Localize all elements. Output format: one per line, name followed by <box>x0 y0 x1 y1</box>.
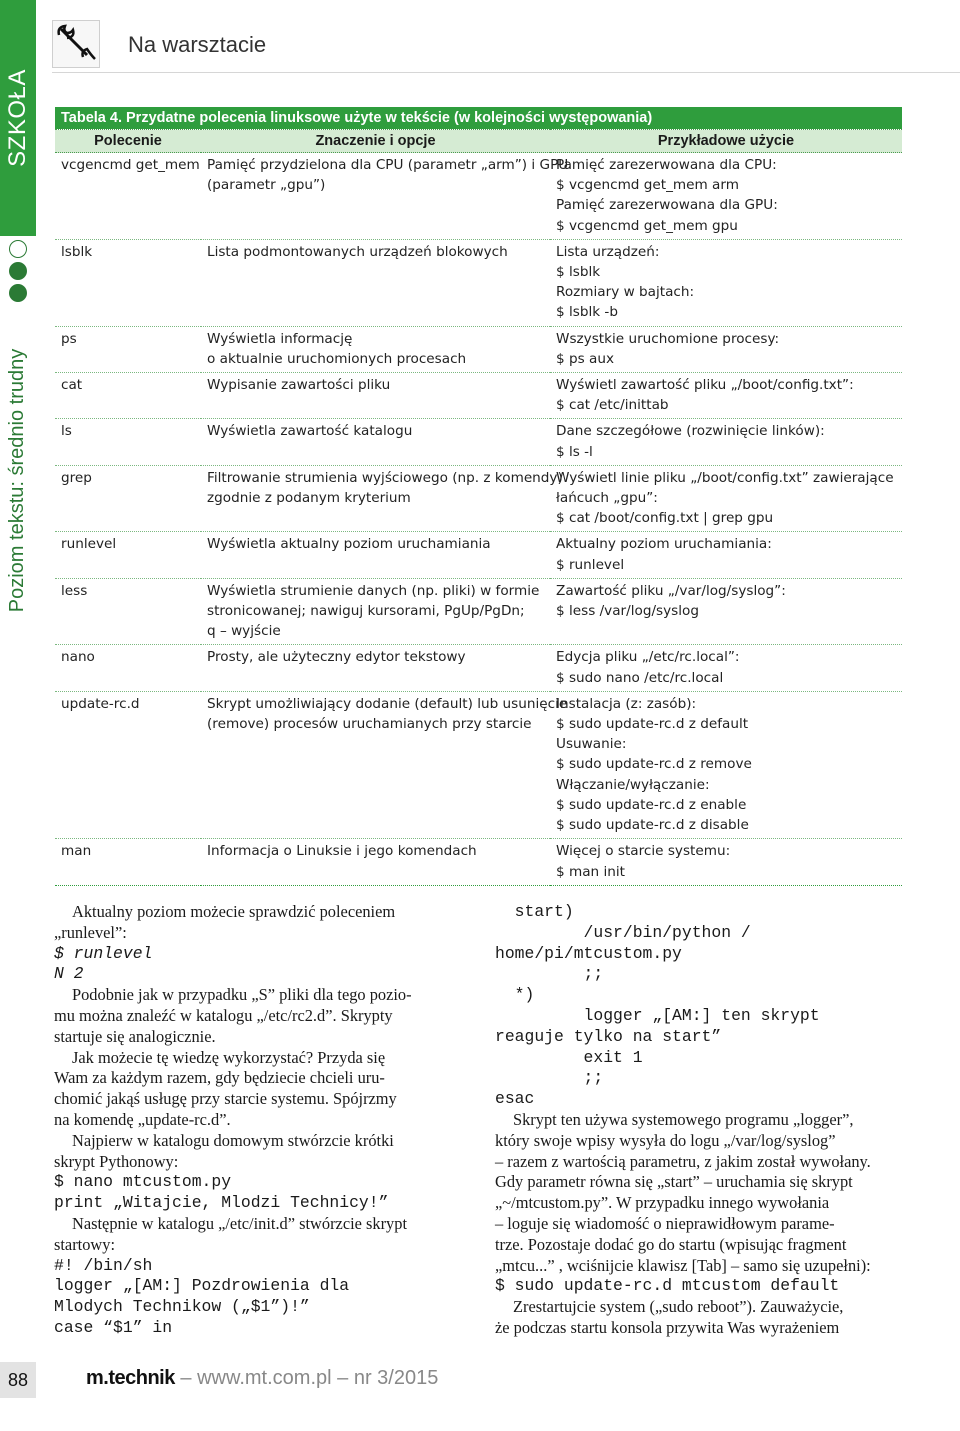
example-line: $ ls -l <box>556 443 593 460</box>
command-name: ps <box>61 330 77 347</box>
description-line: o aktualnie uruchomionych procesach <box>207 350 467 367</box>
example-line: Pamięć zarezerwowana dla GPU: <box>556 197 778 214</box>
description-cell <box>201 465 563 532</box>
column-header: Znaczenie i opcje <box>201 130 550 153</box>
footer-dash: – <box>174 1367 198 1389</box>
difficulty-label: Poziom tekstu: średnio trudny <box>6 348 29 612</box>
example-cell <box>550 419 902 465</box>
difficulty-indicator <box>6 240 30 320</box>
command-name: cat <box>61 377 83 394</box>
code-line: start) <box>495 902 574 921</box>
description-cell <box>201 645 550 691</box>
example-cell <box>550 645 902 691</box>
command-name: vcgencmd get_mem <box>61 157 200 173</box>
command-name: grep <box>61 469 92 486</box>
description-line: Lista podmontowanych urządzeń blokowych <box>207 243 508 260</box>
description-cell <box>201 532 550 578</box>
table-row <box>55 578 902 645</box>
example-cell <box>550 153 902 240</box>
example-line: Rozmiary w bajtach: <box>556 284 695 301</box>
paragraph-line: że podczas startu konsola przywita Was wyrażeniem <box>495 1317 840 1337</box>
description-line: Wypisanie zawartości pliku <box>207 377 391 394</box>
example-line: Instalacja (z: zasób): <box>556 695 697 712</box>
article-column-left <box>54 902 458 1339</box>
code-line: print „Witajcie, Mlodzi Technicy!” <box>54 1193 389 1213</box>
description-line: zgodnie z podanym kryterium <box>207 490 411 507</box>
example-line: Zawartość pliku „/var/log/syslog”: <box>556 582 786 599</box>
table-header-row <box>55 130 902 153</box>
code-line: logger „[AM:] ten skrypt <box>495 1005 820 1025</box>
description-cell <box>201 373 550 419</box>
table-row <box>55 153 902 240</box>
code-line: Mlodych Technikow („$1”)!” <box>54 1297 310 1317</box>
magazine-url: www.mt.com.pl <box>197 1367 332 1389</box>
paragraph-line: Aktualny poziom możecie sprawdzić poleceniem <box>72 902 396 921</box>
table-row <box>55 839 902 885</box>
table-row <box>55 373 902 419</box>
table-row <box>55 645 902 691</box>
description-line: Filtrowanie strumienia wyjściowego (np. z komendy) <box>207 469 563 486</box>
code-line: *) <box>495 985 535 1005</box>
example-line: $ runlevel <box>556 556 625 573</box>
page-title: Na warsztacie <box>128 32 267 57</box>
example-line: $ cat /etc/inittab <box>556 397 669 414</box>
paragraph-line: na komendę „update-rc.d”. <box>54 1109 231 1129</box>
code-line: $ sudo update-rc.d mtcustom default <box>495 1276 840 1296</box>
code-line: reaguje tylko na start” <box>495 1026 722 1046</box>
example-cell <box>550 239 902 326</box>
description-line: Skrypt umożliwiający dodanie (default) lub usunięcie <box>207 695 568 712</box>
description-cell <box>201 578 550 645</box>
table-row <box>55 326 902 372</box>
command-cell <box>55 691 201 838</box>
example-line: $ cat /boot/config.txt | grep gpu <box>556 510 774 527</box>
description-cell <box>201 153 569 240</box>
table-row <box>55 419 902 465</box>
example-cell <box>550 839 902 885</box>
description-line: Wyświetla informację <box>207 330 353 347</box>
difficulty-dot-filled <box>9 262 27 280</box>
paragraph-line: Następnie w katalogu „/etc/init.d” stwórzcie skrypt <box>72 1213 407 1233</box>
command-cell <box>55 153 201 240</box>
example-line: Usuwanie: <box>556 736 627 753</box>
table-row <box>55 239 902 326</box>
paragraph-line: Jak możecie tę wiedzę wykorzystać? Przyda się <box>72 1047 386 1067</box>
command-cell <box>55 532 201 578</box>
description-line: Pamięć przydzielona dla CPU (parametr „arm”) i GPU <box>207 157 569 173</box>
magazine-brand: m.technik <box>86 1367 175 1389</box>
column-header: Przykładowe użycie <box>550 130 902 153</box>
paragraph-line: skrypt Pythonowy: <box>54 1151 179 1171</box>
example-line: Dane szczegółowe (rozwinięcie linków): <box>556 423 825 440</box>
footer-dash: – <box>331 1367 354 1389</box>
paragraph-line: startuje się analogicznie. <box>54 1026 216 1046</box>
description-line: (parametr „gpu”) <box>207 177 326 194</box>
description-cell <box>201 691 568 838</box>
paragraph-line: Wam za każdym razem, gdy będziecie chcieli uru- <box>54 1068 385 1088</box>
page-header <box>52 20 960 70</box>
example-line: Aktualny poziom uruchamiania: <box>556 536 772 553</box>
code-line: ;; <box>495 964 604 984</box>
example-line: Wyświetl zawartość pliku „/boot/config.txt”: <box>556 377 854 394</box>
description-cell <box>201 419 550 465</box>
commands-table <box>55 107 902 886</box>
code-line: exit 1 <box>495 1047 643 1067</box>
paragraph-line: który swoje wpisy wysyła do logu „/var/log/syslog” <box>495 1130 836 1150</box>
example-cell <box>550 373 902 419</box>
wrench-icon <box>52 20 100 68</box>
paragraph-line: „~/mtcustom.py”. W przypadku innego wywołania <box>495 1193 830 1213</box>
article-column-right <box>495 902 899 1339</box>
example-line: $ sudo update-rc.d z default <box>556 716 749 733</box>
code-line: esac <box>495 1089 535 1109</box>
footer-credit <box>86 1367 438 1390</box>
paragraph-line: trze. Pozostaje dodać go do startu (wpisując fragment <box>495 1234 847 1254</box>
sidebar <box>0 0 36 670</box>
example-line: $ sudo update-rc.d z enable <box>556 796 747 813</box>
command-name: update-rc.d <box>61 695 140 712</box>
paragraph-line: Skrypt ten używa systemowego programu „logger”, <box>513 1109 854 1129</box>
description-line: Prosty, ale użyteczny edytor tekstowy <box>207 649 466 666</box>
example-cell <box>550 578 902 645</box>
table-caption: Tabela 4. Przydatne polecenia linuksowe użyte w tekście (w kolejności występowania) <box>55 107 902 129</box>
paragraph-line: Najpierw w katalogu domowym stwórzcie krótki <box>72 1130 394 1150</box>
table-row <box>55 532 902 578</box>
example-line: $ lsblk -b <box>556 304 618 321</box>
command-name: ls <box>61 423 72 440</box>
description-line: (remove) procesów uruchamianych przy starcie <box>207 716 532 733</box>
paragraph-line: „runlevel”: <box>54 922 127 942</box>
command-name: nano <box>61 649 95 666</box>
description-line: stronicowanej; nawiguj kursorami, PgUp/PgDn; <box>207 603 525 620</box>
example-cell <box>550 326 902 372</box>
command-cell <box>55 465 201 532</box>
description-line: q – wyjście <box>207 623 281 640</box>
example-cell <box>550 465 902 532</box>
paragraph-line: Podobnie jak w przypadku „S” pliki dla tego pozio- <box>72 985 412 1005</box>
command-cell <box>55 419 201 465</box>
command-cell <box>55 326 201 372</box>
code-line: #! /bin/sh <box>54 1255 153 1275</box>
paragraph-line: „mtcu...” , wciśnijcie klawisz [Tab] – samo się uzupełni): <box>495 1255 871 1275</box>
example-line: $ less /var/log/syslog <box>556 603 699 620</box>
example-line: $ sudo update-rc.d z remove <box>556 756 752 773</box>
example-line: Edycja pliku „/etc/rc.local”: <box>556 649 740 666</box>
code-line: $ runlevel <box>54 943 153 963</box>
description-cell <box>201 239 550 326</box>
example-line: $ sudo nano /etc/rc.local <box>556 669 724 686</box>
table-row <box>55 691 902 838</box>
paragraph-line: startowy: <box>54 1234 116 1254</box>
command-name: runlevel <box>61 536 117 553</box>
description-line: Wyświetla aktualny poziom uruchamiania <box>207 536 491 553</box>
paragraph-line: – razem z wartością parametru, z jakim został wywołany. <box>495 1151 871 1171</box>
code-line: home/pi/mtcustom.py <box>495 943 682 963</box>
description-cell <box>201 839 550 885</box>
description-cell <box>201 326 550 372</box>
example-line: Lista urządzeń: <box>556 243 660 260</box>
column-header: Polecenie <box>55 130 201 153</box>
code-line: logger „[AM:] Pozdrowienia dla <box>54 1276 350 1296</box>
section-label: SZKOŁA <box>4 69 32 167</box>
paragraph-line: Gdy parametr równa się „start” – uruchamia się skrypt <box>495 1172 853 1192</box>
example-line: Wyświetl linie pliku „/boot/config.txt” zawierające <box>556 469 894 486</box>
table-row <box>55 465 902 532</box>
code-line: /usr/bin/python / <box>495 922 751 942</box>
example-line: Pamięć zarezerwowana dla CPU: <box>556 157 777 173</box>
command-cell <box>55 373 201 419</box>
example-line: Włączanie/wyłączanie: <box>556 776 710 793</box>
example-line: $ sudo update-rc.d z disable <box>556 817 749 834</box>
paragraph-line: mu można znaleźć w katalogu „/etc/rc2.d”. Skrypty <box>54 1005 393 1025</box>
example-line: $ man init <box>556 863 625 880</box>
example-cell <box>550 691 902 838</box>
example-line: $ lsblk <box>556 264 601 281</box>
code-line: case “$1” in <box>54 1317 173 1337</box>
command-cell <box>55 645 201 691</box>
command-cell <box>55 578 201 645</box>
header-divider <box>52 72 960 73</box>
command-cell <box>55 239 201 326</box>
paragraph-line: chomić jakąś usługę przy starcie systemu. Spójrzmy <box>54 1089 397 1109</box>
code-line: ;; <box>495 1068 604 1088</box>
paragraph-line: – loguje się wiadomość o nieprawidłowym parame- <box>495 1213 835 1233</box>
example-line: $ vcgencmd get_mem arm <box>556 177 739 194</box>
difficulty-dot-filled <box>9 284 27 302</box>
description-line: Wyświetla strumienie danych (np. pliki) w formie <box>207 582 540 599</box>
issue-number: nr 3/2015 <box>353 1367 439 1389</box>
code-line: $ nano mtcustom.py <box>54 1172 232 1192</box>
example-line: $ ps aux <box>556 350 614 367</box>
command-name: less <box>61 582 88 599</box>
example-line: łańcuch „gpu”: <box>556 490 658 507</box>
command-name: lsblk <box>61 243 93 260</box>
paragraph-line: Zrestartujcie system („sudo reboot”). Zauważycie, <box>513 1297 844 1317</box>
page-number: 88 <box>0 1362 36 1398</box>
command-name: man <box>61 843 92 860</box>
example-line: Więcej o starcie systemu: <box>556 843 731 860</box>
description-line: Wyświetla zawartość katalogu <box>207 423 413 440</box>
example-line: $ vcgencmd get_mem gpu <box>556 217 738 234</box>
example-line: Wszystkie uruchomione procesy: <box>556 330 780 347</box>
description-line: Informacja o Linuksie i jego komendach <box>207 843 477 860</box>
code-line: N 2 <box>54 964 84 984</box>
command-cell <box>55 839 201 885</box>
example-cell <box>550 532 902 578</box>
difficulty-dot-empty <box>9 240 27 258</box>
